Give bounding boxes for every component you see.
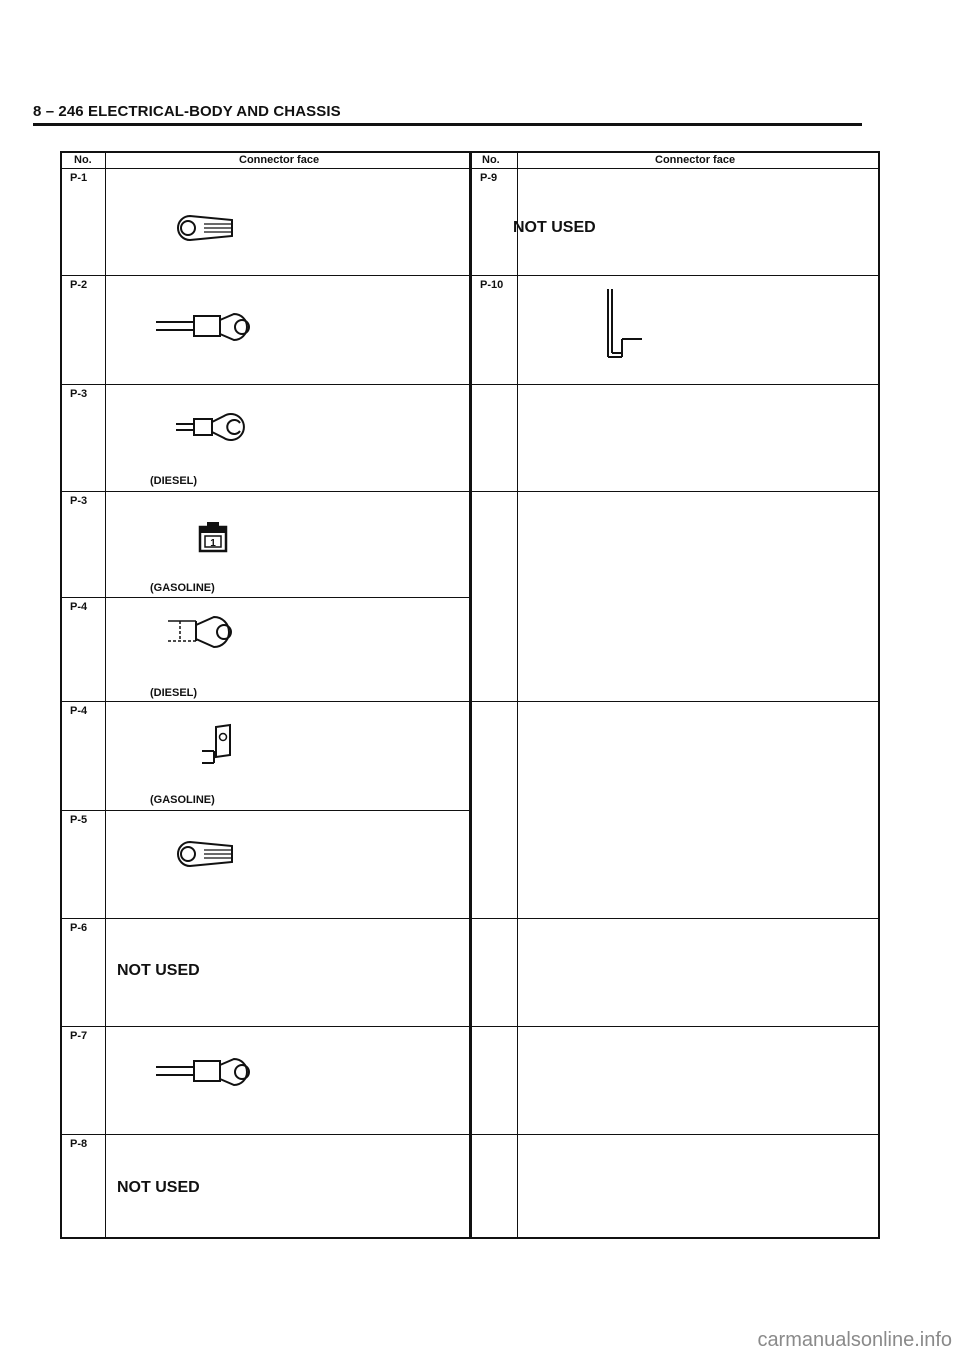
row-number: P-3 — [70, 495, 88, 507]
row-number: P-6 — [70, 922, 88, 934]
ring-terminal-icon — [174, 213, 236, 243]
row-number: P-5 — [70, 814, 88, 826]
row-number: P-7 — [70, 1030, 88, 1042]
row-divider — [62, 1134, 878, 1135]
variant-label: (DIESEL) — [150, 475, 198, 487]
single-pin-connector-icon — [198, 521, 228, 553]
row-divider — [62, 1026, 878, 1027]
row-number: P-3 — [70, 388, 88, 400]
right-connector-face-header: Connector face — [655, 154, 736, 166]
ground-tab-terminal-icon — [604, 287, 644, 359]
row-number: P-1 — [70, 172, 88, 184]
row-divider — [62, 597, 470, 598]
row-divider — [62, 384, 878, 385]
right-no-header: No. — [482, 154, 500, 166]
left-no-header: No. — [74, 154, 92, 166]
row-divider — [62, 275, 878, 276]
row-number: P-8 — [70, 1138, 88, 1150]
row-divider — [62, 491, 878, 492]
not-used-label: NOT USED — [117, 962, 200, 979]
column-divider — [105, 153, 106, 1237]
ring-terminal-with-wire-icon — [154, 1053, 264, 1091]
watermark: carmanualsonline.info — [757, 1329, 952, 1351]
pin-number-label: 1 — [210, 538, 216, 549]
connector-table — [60, 151, 880, 1239]
bent-tab-terminal-icon — [200, 723, 236, 769]
row-divider — [62, 701, 878, 702]
row-number: P-2 — [70, 279, 88, 291]
not-used-label: NOT USED — [117, 1179, 200, 1196]
row-number: P-4 — [70, 601, 88, 613]
not-used-label: NOT USED — [513, 219, 596, 236]
column-divider — [517, 153, 518, 1237]
crimped-ring-terminal-icon — [166, 613, 266, 653]
variant-label: (DIESEL) — [150, 687, 198, 699]
page-header: 8 – 246 ELECTRICAL-BODY AND CHASSIS — [33, 103, 341, 120]
variant-label: (GASOLINE) — [150, 794, 215, 806]
ring-terminal-icon — [174, 839, 236, 869]
row-number: P-4 — [70, 705, 88, 717]
header-rule — [33, 123, 862, 126]
ring-terminal-with-wire-icon — [154, 308, 264, 346]
left-connector-face-header: Connector face — [239, 154, 320, 166]
row-divider — [62, 810, 470, 811]
center-divider — [469, 153, 472, 1237]
open-ring-terminal-icon — [174, 408, 254, 446]
row-divider — [62, 918, 878, 919]
row-number: P-9 — [480, 172, 498, 184]
variant-label: (GASOLINE) — [150, 582, 215, 594]
row-number: P-10 — [480, 279, 504, 291]
header-row-divider — [62, 168, 878, 169]
